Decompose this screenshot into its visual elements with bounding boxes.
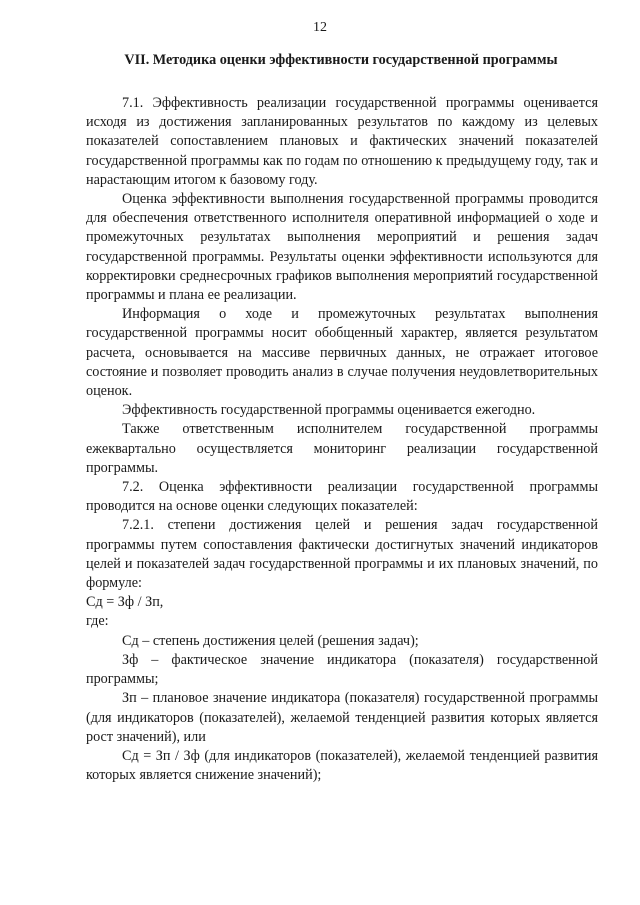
paragraph-evaluation-purpose: Оценка эффективности выполнения государственной программы проводится для обеспечения ответственного исполнителя оперативной информацией о ходе и промежуточных результатах выполнения мероприятий и решения задач государственной программы. Результаты оценки эффективности используются для корректировки среднесрочных графиков выполнения мероприятий государственной программы и плана ее реализации. [86,191,598,304]
paragraph-7-2: 7.2. Оценка эффективности реализации государственной программы проводится на основе оценки следующих показателей: [86,479,598,515]
paragraph-annual: Эффективность государственной программы оценивается ежегодно. [122,402,536,419]
definition-sd-alt: Сд = Зп / Зф (для индикаторов (показателей), желаемой тенденцией развития которых является снижение значений); [86,747,598,784]
paragraph-monitoring: Также ответственным исполнителем государственной программы ежеквартально осуществляется мониторинг реализации государственной программы. [86,421,598,476]
document-body [86,94,598,785]
definition-sd: Сд – степень достижения целей (решения задач); [122,632,419,649]
paragraph-information: Информация о ходе и промежуточных результатах выполнения государственной программы носит обобщенный характер, является результатом расчета, основывается на массиве первичных данных, не отражает итоговое состояние и позволяет проводить анализ в случае получения неудовлетворительных оценок. [86,306,598,400]
formula: Сд = Зф / Зп, [86,594,164,611]
definition-zf: Зф – фактическое значение индикатора (показателя) государственной программы; [86,651,598,688]
section-heading: VII. Методика оценки эффективности государственной программы [124,52,558,68]
page-number: 12 [313,20,327,35]
definition-zp: Зп – плановое значение индикатора (показателя) государственной программы (для индикаторов (показателей), желаемой тенденцией развития которых является рост значений), или [86,690,598,745]
where-label: где: [86,613,109,630]
paragraph-7-1: 7.1. Эффективность реализации государственной программы оценивается исходя из достижения запланированных результатов по каждому из целевых показателей сопоставлением плановых и фактических значений показателей государственной программы как по годам по отношению к предыдущему году, так и нарастающим итогом к базовому году. [86,95,598,188]
paragraph-7-2-1: 7.2.1. степени достижения целей и решения задач государственной программы путем сопоставления фактически достигнутых значений индикаторов целей и показателей задач государственной программы и их плановых значений, по формуле: [86,517,598,592]
